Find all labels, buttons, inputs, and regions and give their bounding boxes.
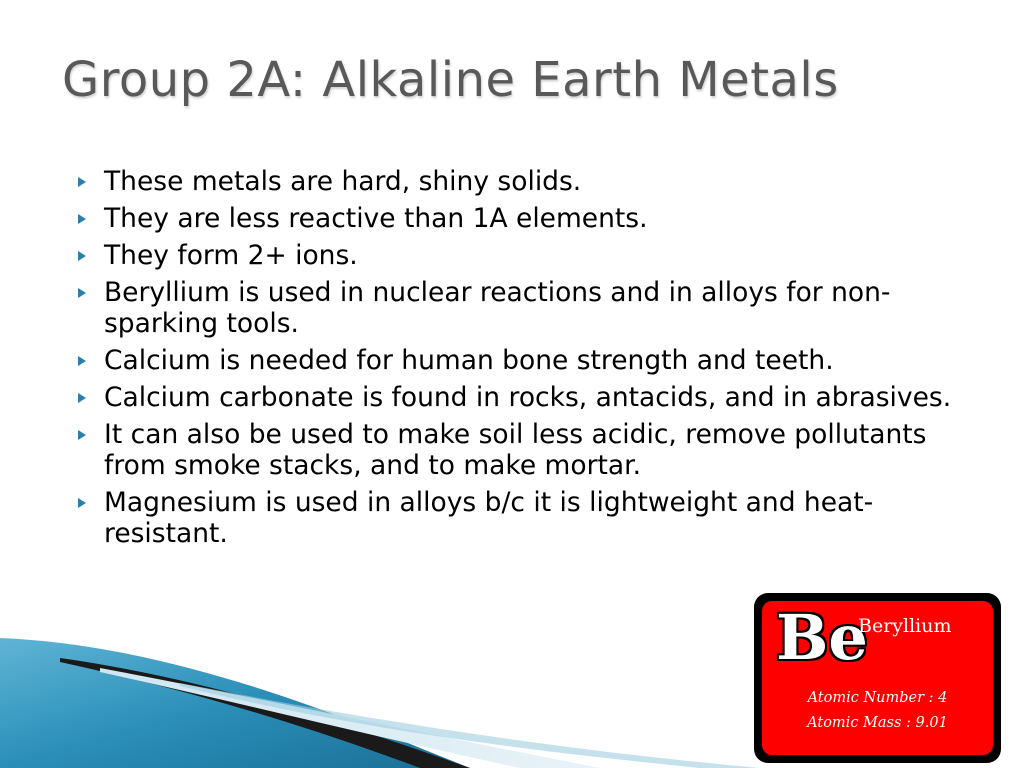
bullet-text: Magnesium is used in alloys b/c it is lightweight and heat-resistant.: [104, 487, 874, 549]
bullet-list: [74, 166, 984, 555]
bullet-item: [74, 166, 984, 197]
bullet-item: [74, 345, 984, 376]
bullet-text: Calcium carbonate is found in rocks, antacids, and in abrasives.: [104, 382, 952, 413]
bullet-item: [74, 382, 984, 413]
bullet-arrow-icon: [78, 251, 86, 261]
bullet-item: [74, 419, 984, 481]
bullet-arrow-icon: [78, 356, 86, 366]
bullet-text: They are less reactive than 1A elements.: [104, 203, 648, 234]
atomic-mass-row: [762, 716, 993, 731]
element-card-face: [762, 601, 993, 755]
bullet-text: It can also be used to make soil less acidic, remove pollutants from smoke stacks, and to make mortar.: [104, 419, 927, 481]
bullet-text: Calcium is needed for human bone strength and teeth.: [104, 345, 834, 376]
bullet-arrow-icon: [78, 177, 86, 187]
atomic-number-row: [762, 691, 993, 706]
decorative-swoosh: [0, 638, 800, 768]
bullet-item: [74, 203, 984, 234]
bullet-arrow-icon: [78, 430, 86, 440]
bullet-arrow-icon: [78, 393, 86, 403]
atomic-mass-label: Atomic Mass :: [807, 715, 911, 731]
atomic-number-value: 4: [938, 690, 948, 706]
bullet-arrow-icon: [78, 498, 86, 508]
element-symbol: Be: [776, 601, 868, 674]
element-name: Beryllium: [858, 615, 952, 637]
bullet-text: These metals are hard, shiny solids.: [104, 166, 582, 197]
bullet-item: [74, 277, 984, 339]
bullet-text: They form 2+ ions.: [104, 240, 358, 271]
atomic-number-label: Atomic Number :: [807, 690, 934, 706]
slide-title: Group 2A: Alkaline Earth Metals: [62, 52, 839, 108]
atomic-mass-value: 9.01: [915, 715, 948, 731]
bullet-item: [74, 487, 984, 549]
bullet-item: [74, 240, 984, 271]
bullet-arrow-icon: [78, 288, 86, 298]
bullet-text: Beryllium is used in nuclear reactions and in alloys for non-sparking tools.: [104, 277, 891, 339]
bullet-arrow-icon: [78, 214, 86, 224]
element-card: [754, 593, 1001, 763]
